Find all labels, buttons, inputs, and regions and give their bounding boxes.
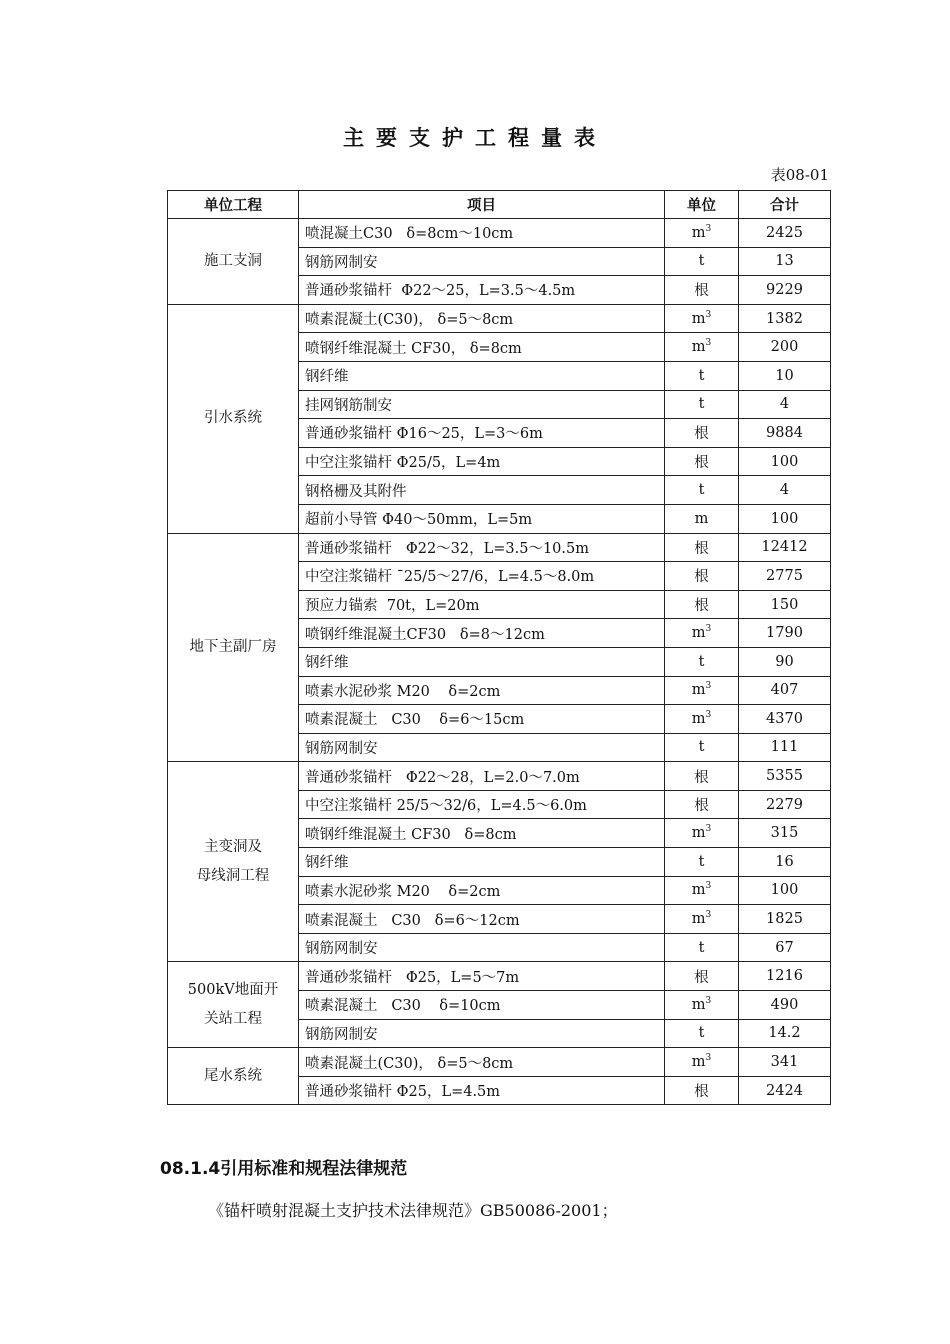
unit-symbol: 根 xyxy=(694,426,709,443)
unit-exponent: 3 xyxy=(705,824,712,835)
total-cell: 9884 xyxy=(739,419,831,448)
item-cell: 喷素混凝土 C30 δ=6～12cm xyxy=(299,905,665,934)
unit-cell xyxy=(665,590,739,619)
unit-symbol: t xyxy=(698,739,705,756)
unit-cell xyxy=(665,819,739,848)
item-cell: 预应力锚索 70t，L=20m xyxy=(299,590,665,619)
unit-cell xyxy=(665,419,739,448)
unit-symbol: t xyxy=(698,367,705,384)
quantity-table xyxy=(167,190,831,1105)
item-cell: 钢筋网制安 xyxy=(299,247,665,276)
unit-symbol: 根 xyxy=(694,283,709,300)
unit-cell xyxy=(665,933,739,962)
item-cell: 普通砂浆锚杆 Φ16～25，L=3～6m xyxy=(299,419,665,448)
header-total: 合计 xyxy=(739,191,831,219)
unit-cell xyxy=(665,476,739,505)
unit-cell xyxy=(665,1048,739,1077)
unit-symbol: m xyxy=(691,911,706,928)
unit-cell xyxy=(665,533,739,562)
item-cell: 挂网钢筋制安 xyxy=(299,390,665,419)
unit-symbol: t xyxy=(698,482,705,499)
unit-cell xyxy=(665,247,739,276)
unit-exponent: 3 xyxy=(705,223,712,234)
total-cell: 13 xyxy=(739,247,831,276)
unit-exponent: 3 xyxy=(705,1053,712,1064)
item-cell: 中空注浆锚杆 25/5～32/6，L=4.5～6.0m xyxy=(299,790,665,819)
unit-symbol: 根 xyxy=(694,540,709,557)
total-cell: 4 xyxy=(739,476,831,505)
total-cell: 2775 xyxy=(739,562,831,591)
header-unit: 单位 xyxy=(665,191,739,219)
unit-symbol: 根 xyxy=(694,1084,709,1101)
total-cell: 2279 xyxy=(739,790,831,819)
unit-exponent: 3 xyxy=(705,881,712,892)
item-cell: 普通砂浆锚杆 Φ22～32，L=3.5～10.5m xyxy=(299,533,665,562)
item-cell: 普通砂浆锚杆 Φ22～28，L=2.0～7.0m xyxy=(299,762,665,791)
unit-cell xyxy=(665,504,739,533)
unit-exponent: 3 xyxy=(705,624,712,635)
table-row xyxy=(168,762,831,791)
item-cell: 喷素水泥砂浆 M20 δ=2cm xyxy=(299,876,665,905)
item-cell: 超前小导管 Φ40～50mm，L=5m xyxy=(299,504,665,533)
item-cell: 喷混凝土C30 δ=8cm～10cm xyxy=(299,219,665,248)
unit-cell xyxy=(665,361,739,390)
unit-symbol: m xyxy=(691,682,706,699)
unit-cell xyxy=(665,876,739,905)
item-cell: 钢纤维 xyxy=(299,361,665,390)
total-cell: 12412 xyxy=(739,533,831,562)
unit-symbol: m xyxy=(691,710,706,727)
unit-symbol: m xyxy=(691,339,706,356)
unit-cell xyxy=(665,905,739,934)
unit-symbol: m xyxy=(691,882,706,899)
unit-symbol: m xyxy=(691,625,706,642)
unit-cell xyxy=(665,219,739,248)
unit-cell xyxy=(665,1019,739,1048)
total-cell: 1825 xyxy=(739,905,831,934)
table-row xyxy=(168,304,831,333)
total-cell: 1790 xyxy=(739,619,831,648)
item-cell: 普通砂浆锚杆 Φ22～25，L=3.5～4.5m xyxy=(299,276,665,305)
total-cell: 10 xyxy=(739,361,831,390)
total-cell: 2424 xyxy=(739,1076,831,1105)
total-cell: 1216 xyxy=(739,962,831,991)
unit-cell xyxy=(665,991,739,1020)
total-cell: 150 xyxy=(739,590,831,619)
total-cell: 14.2 xyxy=(739,1019,831,1048)
item-cell: 钢筋网制安 xyxy=(299,1019,665,1048)
total-cell: 111 xyxy=(739,733,831,762)
item-cell: 中空注浆锚杆 ¯25/5～27/6，L=4.5～8.0m xyxy=(299,562,665,591)
total-cell: 4 xyxy=(739,390,831,419)
unit-cell xyxy=(665,962,739,991)
total-cell: 4370 xyxy=(739,705,831,734)
item-cell: 中空注浆锚杆 Φ25/5，L=4m xyxy=(299,447,665,476)
unit-cell xyxy=(665,562,739,591)
total-cell: 100 xyxy=(739,447,831,476)
unit-cell xyxy=(665,619,739,648)
total-cell: 341 xyxy=(739,1048,831,1077)
unit-symbol: m xyxy=(691,310,706,327)
unit-symbol: t xyxy=(698,253,705,270)
unit-symbol: 根 xyxy=(694,798,709,815)
unit-symbol: t xyxy=(698,1025,705,1042)
unit-cell xyxy=(665,276,739,305)
unit-symbol: m xyxy=(691,1054,706,1071)
unit-cell xyxy=(665,447,739,476)
unit-symbol: 根 xyxy=(694,569,709,586)
header-unit-project: 单位工程 xyxy=(168,191,299,219)
table-row xyxy=(168,533,831,562)
group-name-cell: 尾水系统 xyxy=(168,1048,299,1105)
unit-cell xyxy=(665,733,739,762)
total-cell: 2425 xyxy=(739,219,831,248)
unit-cell xyxy=(665,790,739,819)
group-name-cell: 引水系统 xyxy=(168,304,299,533)
unit-cell xyxy=(665,848,739,877)
item-cell: 钢纤维 xyxy=(299,848,665,877)
unit-exponent: 3 xyxy=(705,910,712,921)
group-name-cell: 地下主副厂房 xyxy=(168,533,299,762)
table-header-row xyxy=(168,191,831,219)
unit-cell xyxy=(665,390,739,419)
unit-symbol: 根 xyxy=(694,769,709,786)
total-cell: 1382 xyxy=(739,304,831,333)
total-cell: 16 xyxy=(739,848,831,877)
total-cell: 5355 xyxy=(739,762,831,791)
unit-symbol: t xyxy=(698,653,705,670)
unit-symbol: m xyxy=(691,825,706,842)
section-heading: 08.1.4引用标准和规程法律规范 xyxy=(160,1159,408,1179)
unit-cell xyxy=(665,333,739,362)
unit-cell xyxy=(665,762,739,791)
table-row xyxy=(168,962,831,991)
item-cell: 喷素混凝土 C30 δ=10cm xyxy=(299,991,665,1020)
unit-symbol: m xyxy=(694,510,709,527)
unit-cell xyxy=(665,304,739,333)
table-body xyxy=(168,219,831,1105)
item-cell: 喷钢纤维混凝土 CF30， δ=8cm xyxy=(299,333,665,362)
item-cell: 普通砂浆锚杆 Φ25，L=4.5m xyxy=(299,1076,665,1105)
item-cell: 喷素混凝土(C30)， δ=5～8cm xyxy=(299,304,665,333)
unit-exponent: 3 xyxy=(705,338,712,349)
unit-symbol: t xyxy=(698,939,705,956)
unit-exponent: 3 xyxy=(705,681,712,692)
table-row xyxy=(168,219,831,248)
unit-exponent: 3 xyxy=(705,309,712,320)
unit-symbol: m xyxy=(691,224,706,241)
unit-cell xyxy=(665,676,739,705)
total-cell: 90 xyxy=(739,647,831,676)
table-number: 表08-01 xyxy=(770,166,829,184)
group-name-cell: 主变洞及 母线洞工程 xyxy=(168,762,299,962)
item-cell: 钢格栅及其附件 xyxy=(299,476,665,505)
item-cell: 钢筋网制安 xyxy=(299,733,665,762)
item-cell: 喷素混凝土 C30 δ=6～15cm xyxy=(299,705,665,734)
reference-line: 《锚杆喷射混凝土支护技术法律规范》GB50086-2001； xyxy=(208,1201,618,1220)
unit-symbol: 根 xyxy=(694,455,709,472)
item-cell: 喷素水泥砂浆 M20 δ=2cm xyxy=(299,676,665,705)
item-cell: 普通砂浆锚杆 Φ25，L=5～7m xyxy=(299,962,665,991)
unit-exponent: 3 xyxy=(705,996,712,1006)
unit-symbol: 根 xyxy=(694,598,709,615)
unit-cell xyxy=(665,1076,739,1105)
total-cell: 200 xyxy=(739,333,831,362)
item-cell: 喷钢纤维混凝土CF30 δ=8～12cm xyxy=(299,619,665,648)
unit-cell xyxy=(665,705,739,734)
total-cell: 315 xyxy=(739,819,831,848)
total-cell: 100 xyxy=(739,876,831,905)
unit-exponent: 3 xyxy=(705,710,712,721)
total-cell: 100 xyxy=(739,504,831,533)
table-row xyxy=(168,1048,831,1077)
total-cell: 407 xyxy=(739,676,831,705)
item-cell: 钢筋网制安 xyxy=(299,933,665,962)
total-cell: 490 xyxy=(739,991,831,1020)
unit-symbol: t xyxy=(698,853,705,870)
unit-symbol: 根 xyxy=(694,969,709,986)
item-cell: 钢纤维 xyxy=(299,647,665,676)
item-cell: 喷钢纤维混凝土 CF30 δ=8cm xyxy=(299,819,665,848)
page-title: 主要支护工程量表 xyxy=(343,126,607,150)
group-name-cell: 500kV地面开 关站工程 xyxy=(168,962,299,1048)
total-cell: 67 xyxy=(739,933,831,962)
group-name-cell: 施工支洞 xyxy=(168,219,299,305)
header-item: 项目 xyxy=(299,191,665,219)
unit-symbol: m xyxy=(691,996,706,1013)
item-cell: 喷素混凝土(C30)， δ=5～8cm xyxy=(299,1048,665,1077)
total-cell: 9229 xyxy=(739,276,831,305)
unit-cell xyxy=(665,647,739,676)
unit-symbol: t xyxy=(698,396,705,413)
